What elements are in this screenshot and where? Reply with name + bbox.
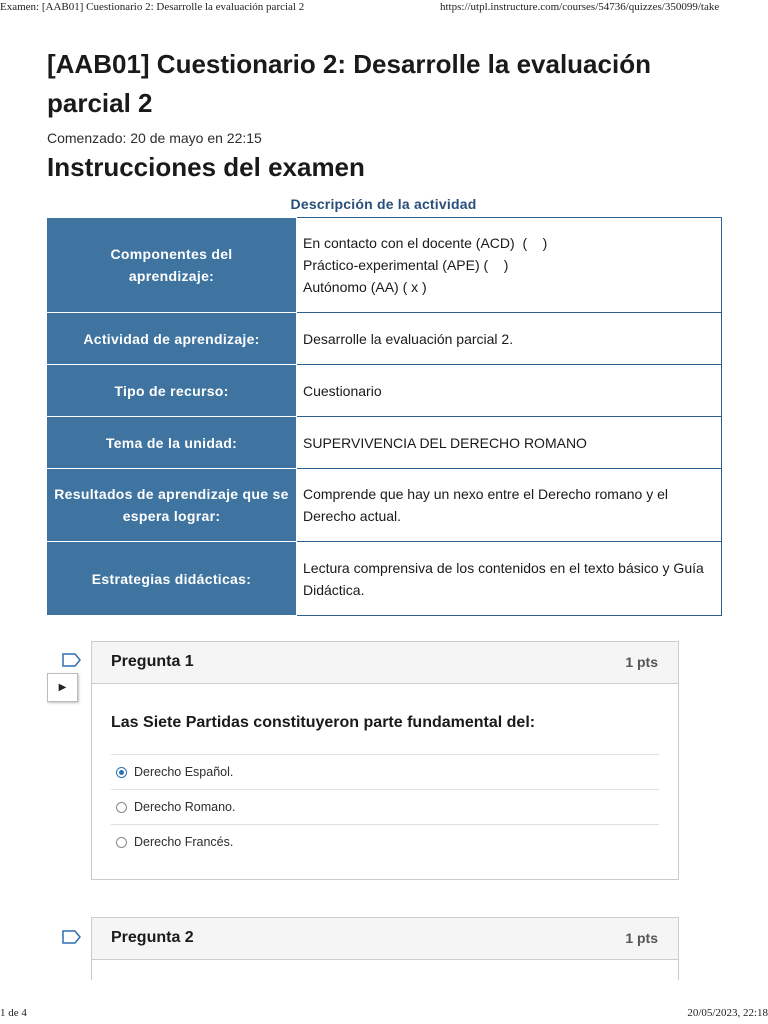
- table-row: [47, 469, 722, 542]
- question-header: [92, 642, 678, 684]
- instructions-heading: Instrucciones del examen: [47, 152, 365, 182]
- question-name: Pregunta 1: [111, 653, 194, 670]
- row-label: Actividad de aprendizaje:: [47, 313, 297, 365]
- flag-question-icon[interactable]: [62, 652, 82, 673]
- row-value: Cuestionario: [297, 365, 722, 417]
- print-page-url: https://utpl.instructure.com/courses/54736/quizzes/350099/take: [440, 1, 720, 13]
- row-value: [297, 218, 722, 313]
- answer-label: Derecho Español.: [134, 765, 234, 779]
- row-label: Tipo de recurso:: [47, 365, 297, 417]
- activity-caption: Descripción de la actividad: [290, 196, 477, 212]
- row-label: Resultados de aprendizaje que se espera lograr:: [47, 469, 297, 542]
- table-row: [47, 542, 722, 616]
- radio-icon[interactable]: [116, 802, 127, 813]
- flag-question-icon[interactable]: [62, 929, 82, 950]
- started-timestamp: Comenzado: 20 de mayo en 22:15: [47, 130, 262, 146]
- answer-option[interactable]: [111, 754, 659, 789]
- print-datetime: 20/05/2023, 22:18: [687, 1007, 768, 1019]
- row-label: Tema de la unidad:: [47, 417, 297, 469]
- answer-option[interactable]: [111, 789, 659, 824]
- answer-label: Derecho Romano.: [134, 800, 236, 814]
- print-footer: [0, 1004, 768, 1024]
- radio-selected-icon[interactable]: [116, 767, 127, 778]
- table-row: [47, 417, 722, 469]
- play-button[interactable]: ▶: [47, 673, 78, 702]
- row-value: SUPERVIVENCIA DEL DERECHO ROMANO: [297, 417, 722, 469]
- table-row: [47, 365, 722, 417]
- row-value: Desarrolle la evaluación parcial 2.: [297, 313, 722, 365]
- radio-icon[interactable]: [116, 837, 127, 848]
- activity-table: [46, 217, 722, 616]
- page-number: 1 de 4: [0, 1007, 27, 1019]
- question-text: Las Siete Partidas constituyeron parte fundamental del:: [111, 714, 536, 731]
- quiz-title: [AAB01] Cuestionario 2: Desarrolle la evaluación parcial 2: [47, 49, 651, 118]
- component-ape: Práctico-experimental (APE) ( ): [303, 257, 509, 273]
- table-row: [47, 218, 722, 313]
- table-row: [47, 313, 722, 365]
- component-acd: En contacto con el docente (ACD) ( ): [303, 235, 548, 251]
- question-points: 1 pts: [625, 930, 658, 946]
- row-value: Lectura comprensiva de los contenidos en el texto básico y Guía Didáctica.: [297, 542, 722, 616]
- row-value: Comprende que hay un nexo entre el Derecho romano y el Derecho actual.: [297, 469, 722, 542]
- question-header: [92, 918, 678, 960]
- question-points: 1 pts: [625, 654, 658, 670]
- print-page-title: Examen: [AAB01] Cuestionario 2: Desarrolle la evaluación parcial 2: [0, 1, 305, 13]
- flag-shape: [62, 929, 82, 945]
- question-1: [91, 641, 679, 880]
- print-header: [0, 0, 768, 16]
- answer-list: [111, 754, 659, 859]
- component-aa: Autónomo (AA) ( x ): [303, 279, 427, 295]
- answer-option[interactable]: [111, 824, 659, 859]
- row-label: Estrategias didácticas:: [47, 542, 297, 616]
- answer-label: Derecho Francés.: [134, 835, 234, 849]
- question-2: [91, 917, 679, 980]
- row-label: Componentes del aprendizaje:: [47, 218, 297, 313]
- flag-shape: [62, 652, 82, 668]
- question-name: Pregunta 2: [111, 929, 194, 946]
